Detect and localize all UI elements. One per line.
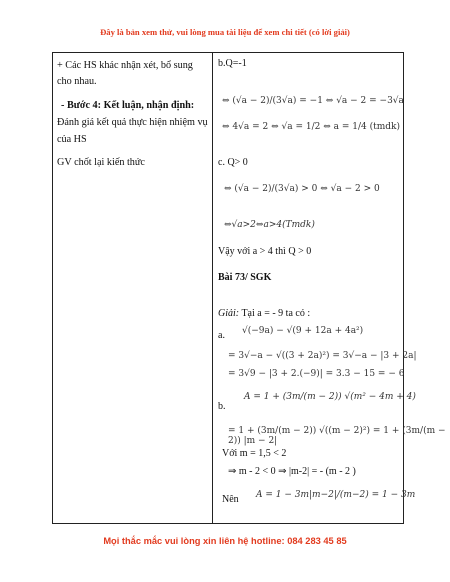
equation-a1: √(−9a) − √(9 + 12a + 4a²) [242, 326, 364, 336]
item-a-label: a. [218, 330, 225, 341]
part-b-label: b.Q=-1 [218, 58, 247, 69]
equation-b1: ⇔ (√a − 2)/(3√a) = −1 ⇔ √a − 2 = −3√a [222, 96, 404, 106]
left-line-5: của HS [57, 134, 87, 145]
preview-banner: Đây là bản xem thử, vui lòng mua tài liệu để xem chi tiết (có lời giải) [100, 27, 350, 37]
equation-bb1: A = 1 + (3m/(m − 2)) √(m² − 4m + 4) [244, 392, 416, 402]
item-b-label: b. [218, 401, 226, 412]
equation-c1: ⇔ (√a − 2)/(3√a) > 0 ⇔ √a − 2 > 0 [224, 184, 380, 194]
with-m-line: Với m = 1,5 < 2 [222, 448, 287, 459]
left-line-4: Đánh giá kết quả thực hiện nhiệm vụ [57, 117, 208, 128]
left-line-1: + Các HS khác nhận xét, bổ sung [57, 60, 193, 71]
solution-label: Giải: [218, 308, 240, 319]
part-c-label: c. Q> 0 [218, 157, 248, 168]
hotline-footer: Mọi thắc mắc vui lòng xin liên hệ hotline: 084 283 45 85 [103, 536, 347, 546]
step-4-heading: - Bước 4: Kết luận, nhận định: [61, 100, 195, 111]
equation-c2: ⇔√a>2⇔a>4(Tmdk) [224, 220, 315, 230]
equation-b2: ⇔ 4√a = 2 ⇔ √a = 1/2 ⇔ a = 1/4 (tmdk) [222, 122, 400, 132]
equation-bb2: = 1 + (3m/(m − 2)) √((m − 2)²) = 1 + (3m/(m − 2)) |m − 2| [228, 426, 446, 446]
exercise-title: Bài 73/ SGK [218, 272, 272, 283]
conclusion-text: Vậy với a > 4 thì Q > 0 [218, 246, 312, 257]
equation-a3: = 3√9 − |3 + 2.(−9)| = 3.3 − 15 = − 6 [228, 369, 405, 379]
then-label: Nên [222, 494, 239, 505]
solution-line [218, 308, 310, 319]
left-line-2: cho nhau. [57, 76, 97, 87]
left-line-6: GV chốt lại kiến thức [57, 157, 145, 168]
equation-final: A = 1 − 3m|m−2|/(m−2) = 1 − 3m [256, 490, 416, 500]
equation-a2: = 3√−a − √((3 + 2a)²) = 3√−a − |3 + 2a| [228, 351, 417, 361]
implication-line: ⇒ m - 2 < 0 ⇒ |m-2| = - (m - 2 ) [228, 466, 356, 477]
solution-text: Tại a = - 9 ta có : [241, 308, 311, 319]
